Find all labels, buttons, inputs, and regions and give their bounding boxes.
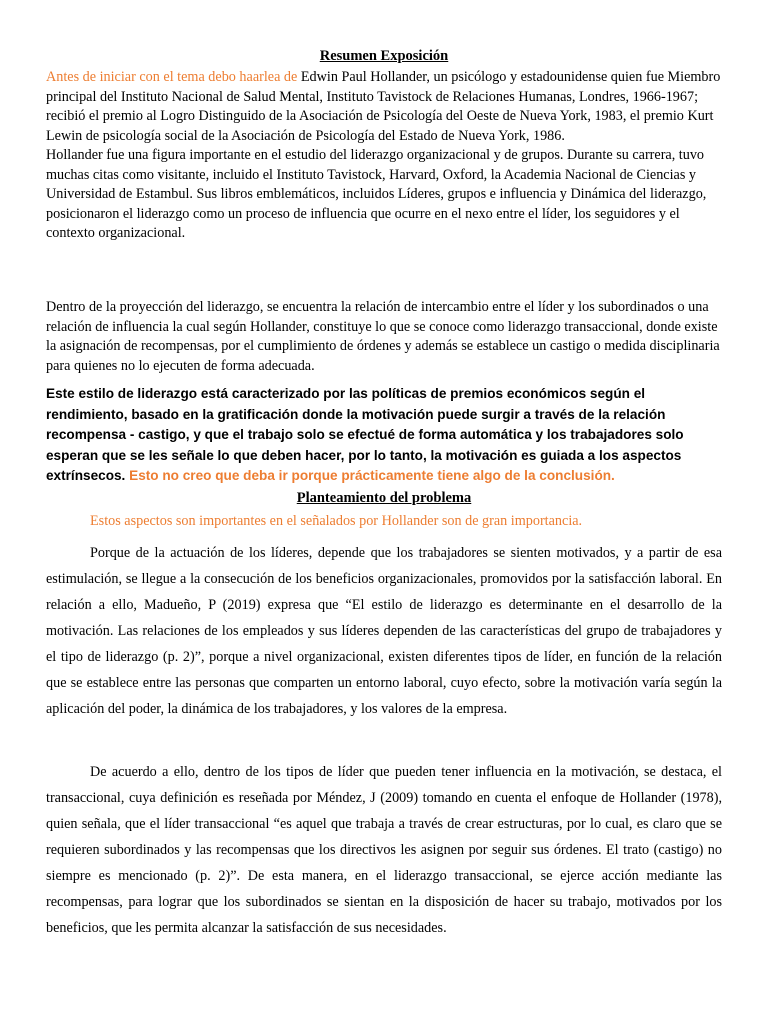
transactional-paragraph: Dentro de la proyección del liderazgo, se encuentra la relación de intercambio entre el líder y los subordinados o una relación de influencia la cual según Hollander, constituye lo que se conoce como liderazgo transaccional, donde existe la asignación de recompensas, por el cumplimiento de órdenes y además se establece un castigo o medida disciplinaria para quienes no lo ejecuten de forma adecuada.	[46, 299, 720, 374]
page-title: Resumen Exposición	[319, 48, 449, 64]
intro-text	[46, 68, 722, 146]
problem-paragraph-1: Porque de la actuación de los líderes, depende que los trabajadores se sienten motivados, y a partir de esa estimulación, se llegue a la consecución de los beneficios organizacionales, promovidos por la satisfacción laboral. En relación a ello, Madueño, P (2019) expresa que “El estilo de liderazgo es determinante en el desarrollo de la motivación. Las relaciones de los empleados y sus líderes dependen de las características del grupo de trabajadores y el tipo de liderazgo (p. 2)”, porque a nivel organizacional, existen diferentes tipos de líder, en función de la relación que se establece entre las personas que comparten un entorno laboral, cuyo efecto, sobre la motivación varía según la aplicación del poder, la dinámica de los trabajadores, y los valores de la empresa.	[46, 545, 722, 717]
reviewer-note: Esto no creo que deba ir porque prácticamente tiene algo de la conclusión.	[129, 468, 615, 484]
reviewer-comment: Antes de iniciar con el tema debo haarlea de	[46, 69, 301, 85]
section-heading: Planteamiento del problema	[296, 490, 472, 506]
bold-paragraph	[46, 384, 722, 487]
bold-text: Este estilo de liderazgo está caracterizado por las políticas de premios económicos según el rendimiento, basado en la gratificación donde la motivación puede surgir a través de la relación recompensa - castigo, y que el trabajo solo se efectué de forma automática y los trabajadores solo esperan que se les señale lo que deben hacer, por lo tanto, la motivación es guiada a los aspectos extrínsecos.	[46, 386, 684, 484]
problem-paragraph-2: De acuerdo a ello, dentro de los tipos de líder que pueden tener influencia en la motivación, se destaca, el transaccional, cuya definición es reseñada por Méndez, J (2009) tomando en cuenta el enfoque de Hollander (1978), quien señala, que el líder transaccional “es aquel que trabaja a través de crear estructuras, por lo cual, es claro que se requieren subordinados y las recompensas que los directivos les asignen por seguir sus órdenes. El trato (castigo) no siempre es mencionado (p. 2)”. De esta manera, en el liderazgo transaccional, se ejerce acción mediante las recompensas, para lograr que los subordinados se sientan en la disposición de hacer su trabajo, motivados por los beneficios, que les permita alcanzar la satisfacción de sus necesidades.	[46, 764, 722, 936]
intro-paragraph	[46, 68, 722, 244]
bio-paragraph: Hollander fue una figura importante en el estudio del liderazgo organizacional y de grupos. Durante su carrera, tuvo muchas citas como visitante, incluido el Instituto Tavistock, Harvard, Oxford, la Academia Nacional de Ciencias y Universidad de Estambul. Sus libros emblemáticos, incluidos Líderes, grupos e influencia y Dinámica del liderazgo, posicionaron el liderazgo como un proceso de influencia que ocurre en el nexo entre el líder, los seguidores y el contexto organizacional.	[46, 147, 707, 241]
intro-body: Edwin Paul Hollander, un psicólogo y estadounidense quien fue Miembro principal del Instituto Nacional de Salud Mental, Instituto Tavistock de Relaciones Humanas, Londres, 1966-1967; recibió el premio al Logro Distinguido de la Asociación de Psicología del Oeste de Nueva York, 1983, el premio Kurt Lewin de psicología social de la Asociación de Psicología del Estado de Nueva York, 1986.	[46, 69, 721, 144]
reviewer-comment-line: Estos aspectos son importantes en el señalados por Hollander son de gran importancia.	[90, 513, 583, 529]
